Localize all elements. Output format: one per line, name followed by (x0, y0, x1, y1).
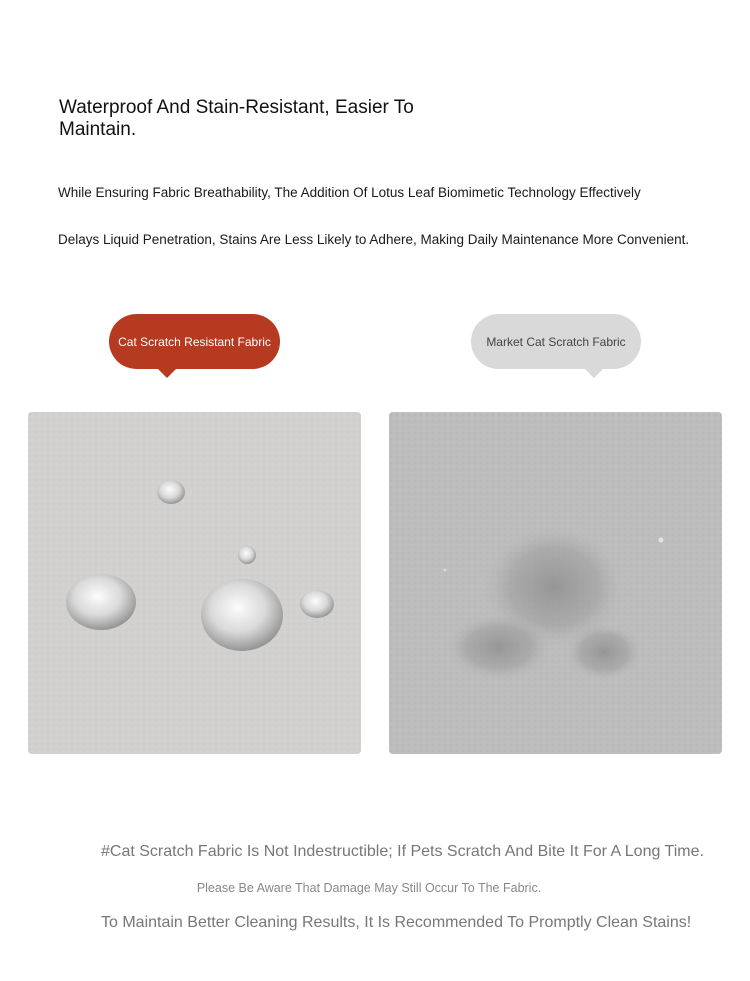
water-droplets-illustration (28, 412, 361, 754)
care-note-2: Please Be Aware That Damage May Still Occur To The Fabric. (196, 881, 542, 895)
care-note-3: To Maintain Better Cleaning Results, It Is Recommended To Promptly Clean Stains! (101, 914, 692, 931)
stained-fabric-photo (389, 412, 722, 754)
label-resistant-fabric-text: Cat Scratch Resistant Fabric (118, 334, 271, 349)
description-line-2: Delays Liquid Penetration, Stains Are Less Likely to Adhere, Making Daily Maintenance More Convenient. (58, 232, 690, 247)
label-market-fabric-text: Market Cat Scratch Fabric (486, 334, 626, 349)
stain-illustration (389, 412, 722, 754)
care-note-1: #Cat Scratch Fabric Is Not Indestructible; If Pets Scratch And Bite It For A Long Time. (101, 843, 704, 860)
speech-tail (584, 368, 604, 378)
water-droplets-photo (28, 412, 361, 754)
section-title: Waterproof And Stain-Resistant, Easier To Maintain. (59, 97, 414, 140)
label-resistant-fabric (109, 314, 280, 369)
description-line-1: While Ensuring Fabric Breathability, The Addition Of Lotus Leaf Biomimetic Technology Effectively (58, 185, 641, 200)
label-market-fabric (471, 314, 641, 369)
speech-tail (157, 368, 177, 378)
